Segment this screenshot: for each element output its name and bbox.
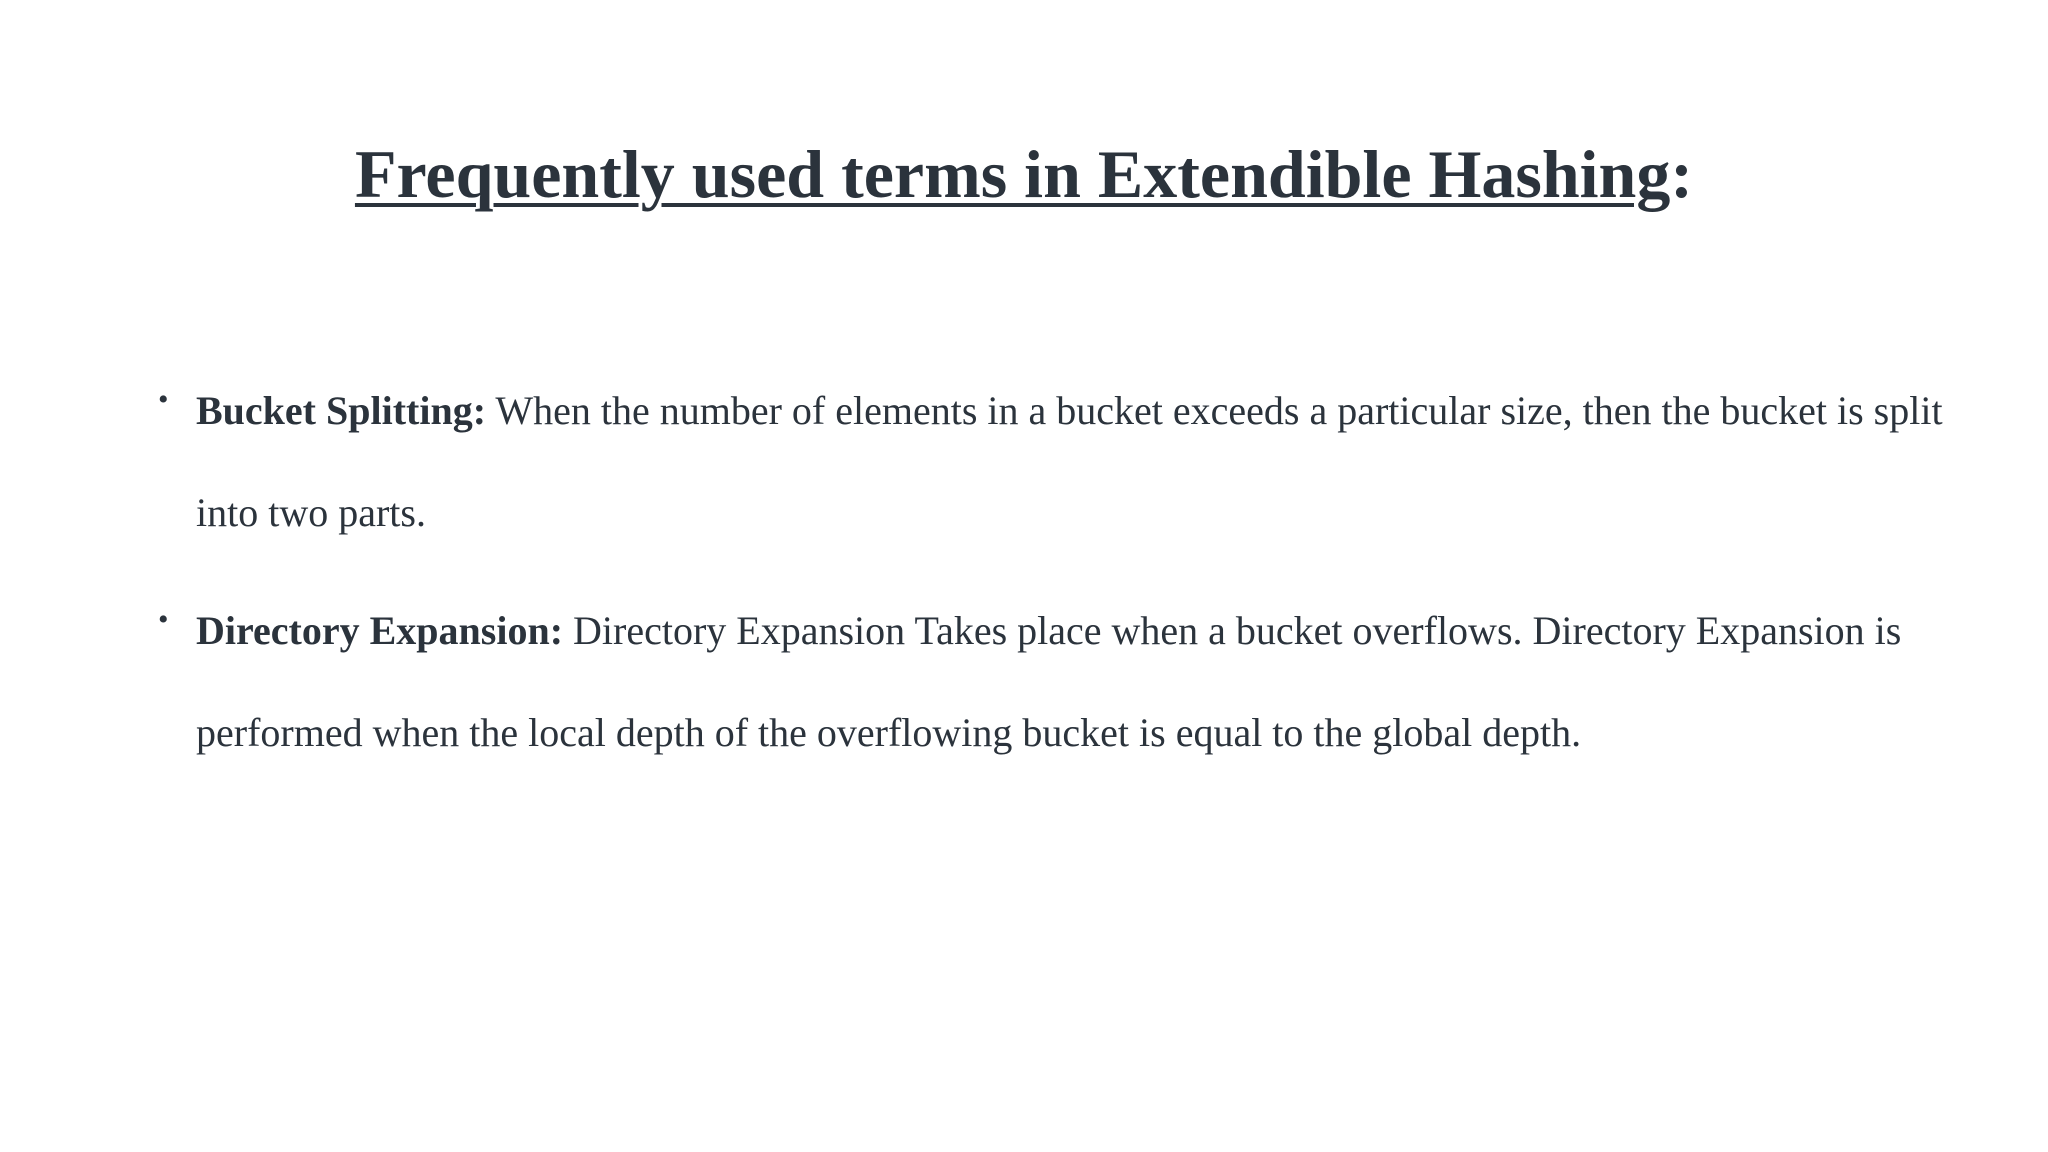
slide-title — [0, 128, 2048, 220]
term-label: Bucket Splitting: — [196, 388, 487, 433]
term-label: Directory Expansion: — [196, 608, 564, 653]
slide-title-colon: : — [1670, 136, 1694, 212]
term-description: When the number of elements in a bucket exceeds a particular size, then the bucket is split into two parts. — [196, 388, 1943, 535]
bullet-item-bucket-splitting — [152, 360, 1992, 564]
bullet-item-directory-expansion — [152, 580, 1992, 784]
bullet-text — [196, 360, 1992, 564]
bullet-text — [196, 580, 1992, 784]
term-description: Directory Expansion Takes place when a bucket overflows. Directory Expansion is performed when the local depth of the overflowing bucket is equal to the global depth. — [196, 608, 1902, 755]
bullet-icon: • — [158, 383, 169, 416]
bullet-icon: • — [158, 603, 169, 636]
bullet-list — [152, 360, 1992, 800]
slide-title-text: Frequently used terms in Extendible Hashing — [354, 136, 1671, 212]
